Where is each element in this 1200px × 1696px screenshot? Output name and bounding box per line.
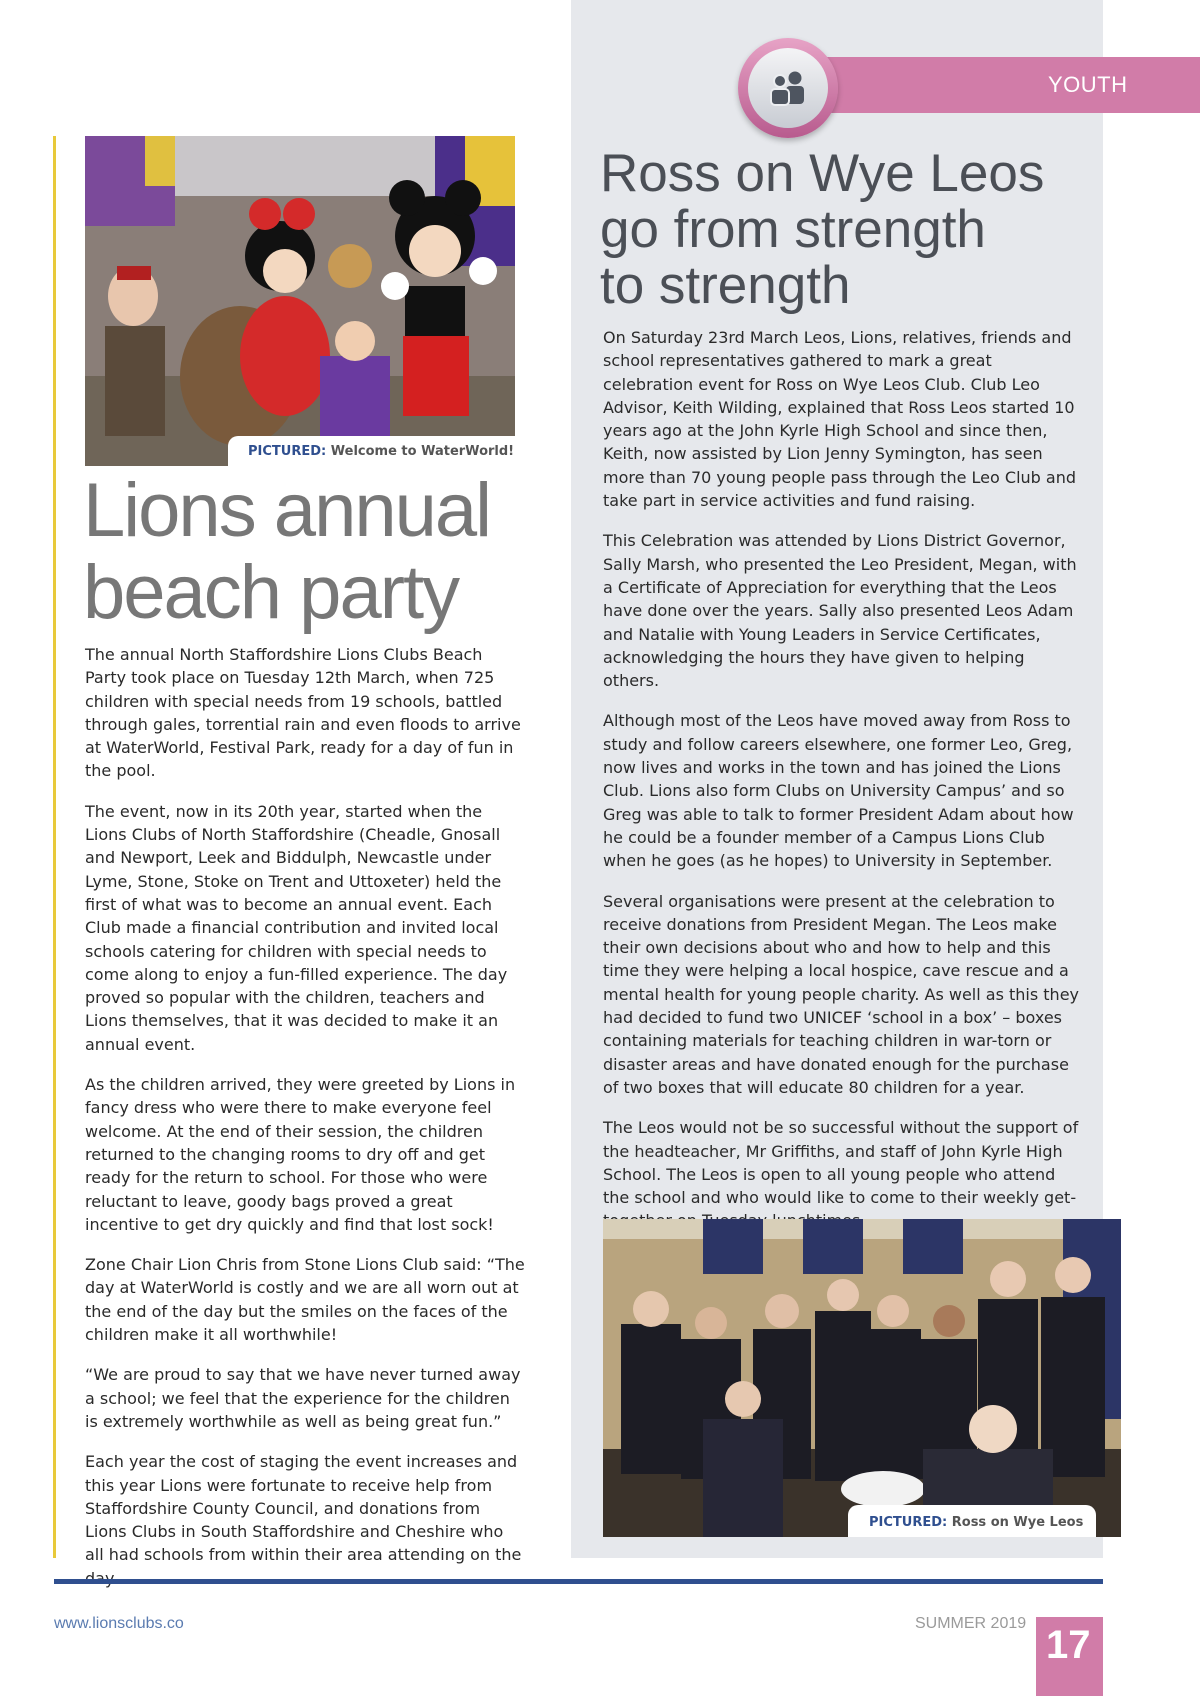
waterworld-photo-illustration — [85, 136, 515, 466]
section-label: YOUTH — [1048, 72, 1128, 97]
paragraph: Zone Chair Lion Chris from Stone Lions Club said: “The day at WaterWorld is costly and we are all worn out at the end of the day but the smiles on the faces of the children make it all worthwhile! — [85, 1255, 525, 1345]
waterworld-photo — [85, 136, 515, 466]
caption-text: Ross on Wye Leos — [951, 1515, 1084, 1530]
left-article-body — [85, 643, 525, 1607]
right-title-line: go from strength — [600, 200, 986, 259]
caption-text: Welcome to WaterWorld! — [330, 444, 515, 459]
right-article-body — [603, 326, 1081, 1250]
right-title-line: Ross on Wye Leos — [600, 144, 1045, 203]
section-badge-inner — [748, 48, 828, 128]
paragraph: Several organisations were present at the celebration to receive donations from President Megan. The Leos make their own decisions about who and how to help and this time they were helping a local hospice, cave rescue and a mental health for young people charity. As well as this they had decided to fund two UNICEF ‘school in a box’ – boxes containing materials for teaching children in war-torn or disaster areas and have donated enough for the purchase of two boxes that will educate 80 children for a year. — [603, 891, 1080, 1097]
right-article-title — [600, 146, 1070, 314]
caption-tag: PICTURED: — [869, 1515, 948, 1530]
section-badge — [738, 38, 838, 138]
footer-rule — [54, 1579, 1103, 1584]
paragraph: On Saturday 23rd March Leos, Lions, relatives, friends and school representatives gathered to mark a great celebration event for Ross on Wye Leos Club. Club Leo Advisor, Keith Wilding, explained that Ross Leos started 10 years ago at the John Kyrle High School and since then, Keith, now assisted by Lion Jenny Symington, has seen more than 70 young people pass through the Leo Club and take part in service activities and fund raising. — [603, 328, 1076, 511]
left-article-title — [83, 470, 563, 634]
leos-group-photo — [603, 1219, 1121, 1537]
paragraph: Each year the cost of staging the event increases and this year Lions were fortunate to receive help from Staffordshire County Council, and donations from Lions Clubs in South Staffordshire and Cheshire who all had schools from within their area attending on the — [85, 1452, 522, 1565]
paragraph: As the children arrived, they were greeted by Lions in fancy dress who were there to make everyone feel welcome. At the end of their session, the children returned to the changing rooms to dry off and get ready for the return to school. For those who were reluctant to leave, goody bags proved a great incentive to get dry quickly and find that lost sock! — [85, 1075, 516, 1234]
paragraph: The event, now in its 20th year, started when the Lions Clubs of North Staffordshire (Cheadle, Gnosall and Newport, Leek and Biddulph, Newcastle under Lyme, Stone, Stoke on Trent and Uttoxeter) held the first of what was to become an annual event. Each Club made a financial contribution and invited local schools catering for children with special needs to come along to enjoy a fun-filled experience. The day proved so popular with the children, teachers and Lions themselves, that it was decided to make it an annual event. — [85, 801, 508, 1054]
section-banner — [820, 57, 1200, 113]
people-icon — [768, 70, 808, 106]
footer-url-link[interactable]: www.lionsclubs.co — [54, 1615, 184, 1632]
paragraph: The Leos would not be so successful without the support of the headteacher, Mr Griffiths, and staff of John Kyrle High School. The Leos is open to all young people who attend the school and who would like to come to their weekly get- — [603, 1118, 1079, 1208]
leos-photo-caption — [848, 1505, 1096, 1537]
paragraph: “We are proud to say that we have never turned away a school; we feel that the experience for the children is extremely worthwhile as well as being great fun.” — [85, 1365, 521, 1431]
leos-group-photo-illustration — [603, 1219, 1121, 1537]
page-number: 17 — [1046, 1623, 1091, 1667]
left-title-line: Lions annual — [83, 468, 491, 553]
paragraph: The annual North Staffordshire Lions Clubs Beach Party took place on Tuesday 12th March, when 725 children with special needs from 19 schools, battled through gales, torrential rain and even floods to arrive at WaterWorld, Festival Park, ready for a day of fun in the pool. — [85, 645, 521, 781]
left-title-line: beach party — [83, 550, 459, 635]
caption-tag: PICTURED: — [248, 444, 327, 459]
left-accent-rule — [53, 136, 56, 1558]
waterworld-photo-caption — [228, 436, 515, 466]
paragraph: Although most of the Leos have moved away from Ross to study and follow careers elsewhere, one former Leo, Greg, now lives and works in the town and has joined the Lions Club. Lions also form Clubs on University Campus’ and so Greg was able to talk to former President Adam about how he could be a founder member of a Campus Lions Club when he goes (as he hopes) to University in September. — [603, 711, 1074, 871]
right-title-line: to strength — [600, 256, 851, 315]
paragraph: This Celebration was attended by Lions District Governor, Sally Marsh, who presented the Leo President, Megan, with a Certificate of Appreciation for everything that the Leos have done over the years. Sally also presented Leos Adam and Natalie with Young Leaders in Service Certificates, acknowledging the hours they have given to helping others. — [603, 531, 1077, 691]
footer-issue: SUMMER 2019 — [915, 1615, 1027, 1632]
